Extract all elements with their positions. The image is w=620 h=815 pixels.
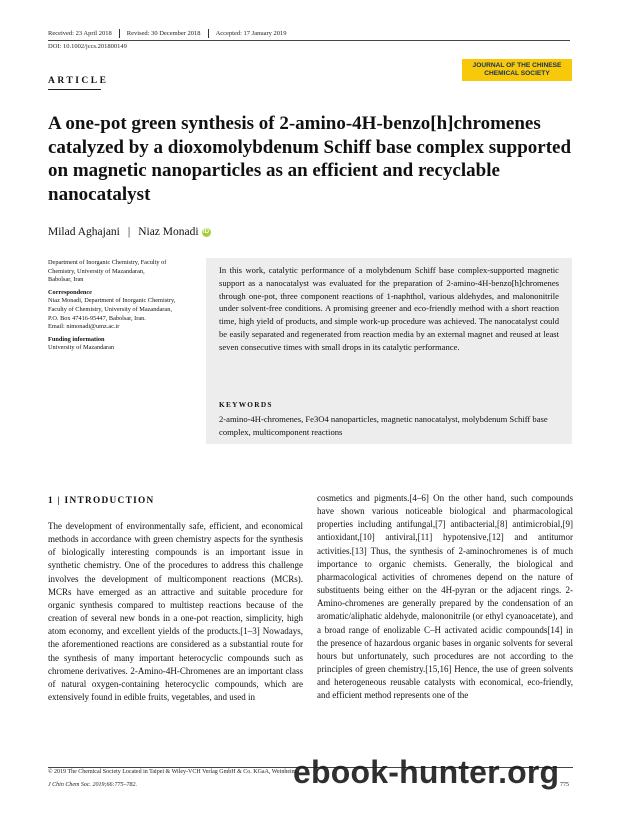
copyright-notice: © 2019 The Chemical Society Located in Taipei & Wiley-VCH Verlag GmbH & Co. KGaA, Weinheim [48,769,297,775]
affiliation-line: Department of Inorganic Chemistry, Faculty of [48,259,167,266]
intro-text-right: cosmetics and pigments.[4–6] On the other hand, such compounds have shown various noticeable biological and pharmacological properties including antifungal,[7] antibacterial,[8] antimicrobial,[9] antioxidant,[10] antiviral,[11] hypotensive,[12] and antitumor activities.[13] Thus, the synthesis of 2-aminochromenes is of much importance to organic chemists. Generally, the biological and pharmacological activities of chromenes depend on the nature of substituents being either on the 4H-pyran or the adjacent rings. 2-Amino-chromenes are generally prepared by the condensation of an aromatic/aliphatic aldehyde, malononitrile (or ethyl cyanoacetate), and a broad range of enolizable C–H activated acidic compounds[14] in the presence of hazardous organic bases in organic solvents for several hours but unfortunately, such procedures are not according to the principles of green chemistry.[15,16] Hence, the use of green solvents and heterogeneous reusable catalysts with economical, eco-friendly, and efficient method represents one of the [317,493,573,701]
article-title [48,112,573,206]
article-dates [48,29,301,38]
author-name[interactable]: Milad Aghajani [48,226,120,238]
journal-logo [462,59,572,81]
revised-date: Revised: 30 December 2018 [127,29,209,38]
intro-text-left: The development of environmentally safe, efficient, and economical methods in accordance with green chemistry aspects for the synthesis of biologically interesting compounds is an important issue in synthetic chemistry. One of the procedures to address this challenge involves the development of multicomponent reactions (MCRs). MCRs have emerged as an attractive and suitable procedure for organic synthesis compared to multistep reactions because of the creation of several new bonds in a one-pot reaction, simplicity, high atom economy, and excellent yields of the products.[1–3] Nowadays, the aforementioned reactions are considered as a substantial route for the synthesis of many important heterocyclic compounds such as chromene derivatives. 2-Amino-4H-Chromenes are an important class of natural oxygen-containing heterocyclic compounds, which are extensively found in edible fruits, vegetables, and used in [48,521,303,703]
title-line: catalyzed by a dioxomolybdenum Schiff base complex supported [48,136,572,158]
author-list [48,226,211,238]
keywords-label: KEYWORDS [219,400,273,409]
section-heading: 1 | INTRODUCTION [48,496,155,506]
correspondence-line: Faculty of Chemistry, University of Mazandaran, [48,305,172,313]
page-number: 775 [560,782,569,788]
funding-text: University of Mazandaran [48,344,115,352]
funding-label: Funding information [48,335,105,343]
author-separator: | [127,226,131,238]
header-rule [48,40,570,41]
journal-logo-line2: CHEMICAL SOCIETY [484,70,550,77]
article-label-rule [48,89,101,90]
affiliation-line: Chemistry, University of Mazandaran, [48,267,145,275]
accepted-date: Accepted: 17 January 2019 [215,30,287,37]
correspondence-line: P.O. Box 47416-95447, Babolsar, Iran. [48,314,146,322]
orcid-icon[interactable]: iD [203,228,210,235]
affiliation-panel [48,259,198,353]
keywords-text: 2-amino-4H-chromenes, Fe3O4 nanoparticles, magnetic nanocatalyst, molybdenum Schiff base complex, multicomponent reactions [219,414,548,437]
received-date: Received: 23 April 2018 [48,29,120,38]
correspondence-email[interactable]: Email: nimonadi@umz.ac.ir [48,323,120,331]
article-type-label: ARTICLE [48,76,109,86]
citation: J Chin Chem Soc. 2019;66:775–782. [48,782,137,788]
title-line: on magnetic nanoparticles as an efficient and recyclable [48,160,500,181]
watermark: ebook-hunter.org [293,754,560,790]
author-name[interactable]: Niaz Monadi [138,226,199,238]
correspondence-line: Niaz Monadi, Department of Inorganic Chemistry, [48,297,176,305]
title-line: A one-pot green synthesis of 2-amino-4H-benzo[h]chromenes [48,113,541,134]
title-line: nanocatalyst [48,183,151,205]
doi: DOI: 10.1002/jccs.201800149 [48,43,127,50]
abstract-text: In this work, catalytic performance of a molybdenum Schiff base complex-supported magnetic support as a nanocatalyst was evaluated for the preparation of 2-amino-4H-benzo[h]chromenes through one-pot, three component reactions of 1-naphthol, various aldehydes, and malononitrile under solvent-free conditions. A promising greener and eco-friendly method with a short reaction time, high yield of products, and simple work-up procedure was achieved. The nanocatalyst could be easily separated and regenerated from reaction media by an external magnet and reused at least seven consecutive times with small drops in its catalytic performance. [219,265,559,352]
correspondence-label: Correspondence [48,288,92,296]
affiliation-line: Babolsar, Iran [48,276,84,284]
journal-logo-line1: JOURNAL OF THE CHINESE [472,62,562,69]
